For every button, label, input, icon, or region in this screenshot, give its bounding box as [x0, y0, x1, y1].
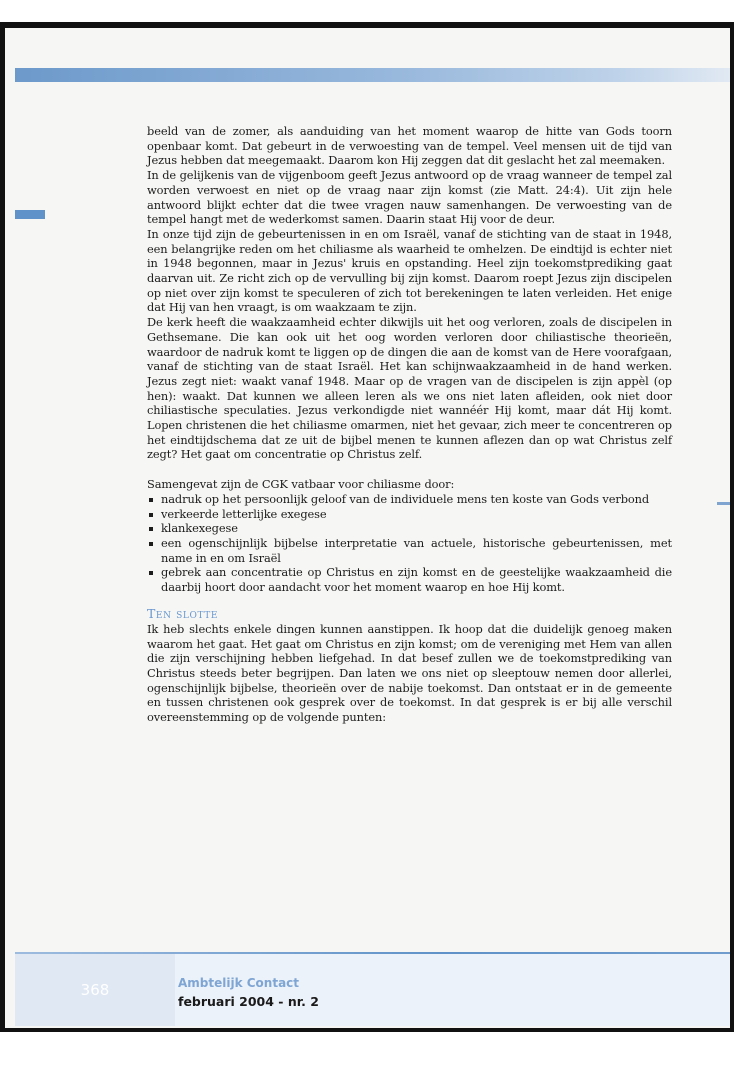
article-body — [147, 124, 672, 725]
summary-item: klankexegese — [147, 521, 672, 536]
page-number: 368 — [15, 954, 175, 1026]
body-paragraph: In onze tijd zijn de gebeurtenissen in en om Israël, vanaf de stichting van de staat in 1948, een belangrijke reden om het chiliasme als waarheid te omhelzen. De eindtijd is echter niet in 1948 begonnen, maar in Jezus' kruis en opstanding. Heel zijn toekomstprediking gaat daarvan uit. Ze richt zich op de vervulling bij zijn komst. Daarom roept Jezus zijn discipelen op niet over zijn komst te speculeren of zich tot berekeningen te laten verleiden. Het enige dat Hij van hen vraagt, is om waakzaam te zijn. — [147, 226, 672, 315]
right-margin-tick — [717, 502, 730, 505]
footer-text — [178, 974, 319, 1012]
section-heading: Ten slotte — [147, 605, 219, 621]
margin-tab-marker — [15, 210, 45, 219]
summary-item: nadruk op het persoonlijk geloof van de individuele mens ten koste van Gods verbond — [147, 492, 672, 507]
summary-intro: Samengevat zijn de CGK vatbaar voor chiliasme door: — [147, 477, 455, 492]
journal-name: Ambtelijk Contact — [178, 976, 300, 990]
body-paragraph: beeld van de zomer, als aanduiding van het moment waarop de hitte van Gods toorn openbaar komt. Dat gebeurt in de verwoesting van de tempel. Veel mensen uit de tijd van Jezus hebben dat meegemaakt. Daarom kon Hij zeggen dat dit geslacht het zal meemaken. — [147, 124, 672, 168]
body-paragraph: In de gelijkenis van de vijgenboom geeft Jezus antwoord op de vraag wanneer de tempel zal worden verwoest en niet op de vraag naar zijn komst (zie Matt. 24:4). Uit zijn hele antwoord blijkt echter dat die twee vragen nauw samenhangen. De verwoesting van de tempel hangt met de wederkomst samen. Daarin staat Hij voor de deur. — [147, 168, 672, 227]
header-color-band — [15, 68, 730, 82]
summary-item: een ogenschijnlijk bijbelse interpretatie van actuele, historische gebeurtenissen, met name in en om Israël — [147, 536, 672, 565]
body-paragraph: De kerk heeft die waakzaamheid echter dikwijls uit het oog verloren, zoals de discipelen in Gethsemane. Die kan ook uit het oog worden verloren door chiliastische theorieën, waardoor de nadruk komt te liggen op de dingen die aan de komst van de Here voorafgaan, vanaf de stichting van de staat Israël. Het kan schijnwaakzaamheid in de hand werken. Jezus zegt niet: waakt vanaf 1948. Maar op de vragen van de discipelen is zijn appèl (op hen): waakt. Dat kunnen we alleen leren als we ons niet laten afleiden, ook niet door chiliastische speculaties. Jezus verkondigde niet wannéér Hij komt, maar dát Hij komt. Lopen christenen die het chiliasme omarmen, niet het gevaar, zich meer te concentreren op het eindtijdschema dat ze uit de bijbel menen te kunnen aflezen dan op wat Christus zelf zegt? Het gaat om concentratie op Christus zelf. — [147, 315, 672, 462]
closing-paragraph: Ik heb slechts enkele dingen kunnen aanstippen. Ik hoop dat die duidelijk genoeg maken waarom het gaat. Het gaat om Christus en zijn komst; om de vereniging met Hem van allen die zijn verschijning hebben liefgehad. In dat besef zullen we de toekomstprediking van Christus steeds beter begrijpen. Dan laten we ons niet op sleeptouw nemen door allerlei, ogenschijnlijk bijbelse, theorieën over de nabije toekomst. Dan ontstaat er in de gemeente en tussen christenen ook gesprek over de toekomst. In dat gesprek is er bij alle verschil overeenstemming op de volgende punten: — [147, 621, 672, 725]
summary-list — [147, 492, 672, 595]
issue-date: februari 2004 - nr. 2 — [178, 994, 319, 1009]
summary-item: gebrek aan concentratie op Christus en zijn komst en de geestelijke waakzaamheid die daarbij hoort door aandacht voor het moment waarop en hoe Hij komt. — [147, 565, 672, 594]
summary-item: verkeerde letterlijke exegese — [147, 507, 672, 522]
